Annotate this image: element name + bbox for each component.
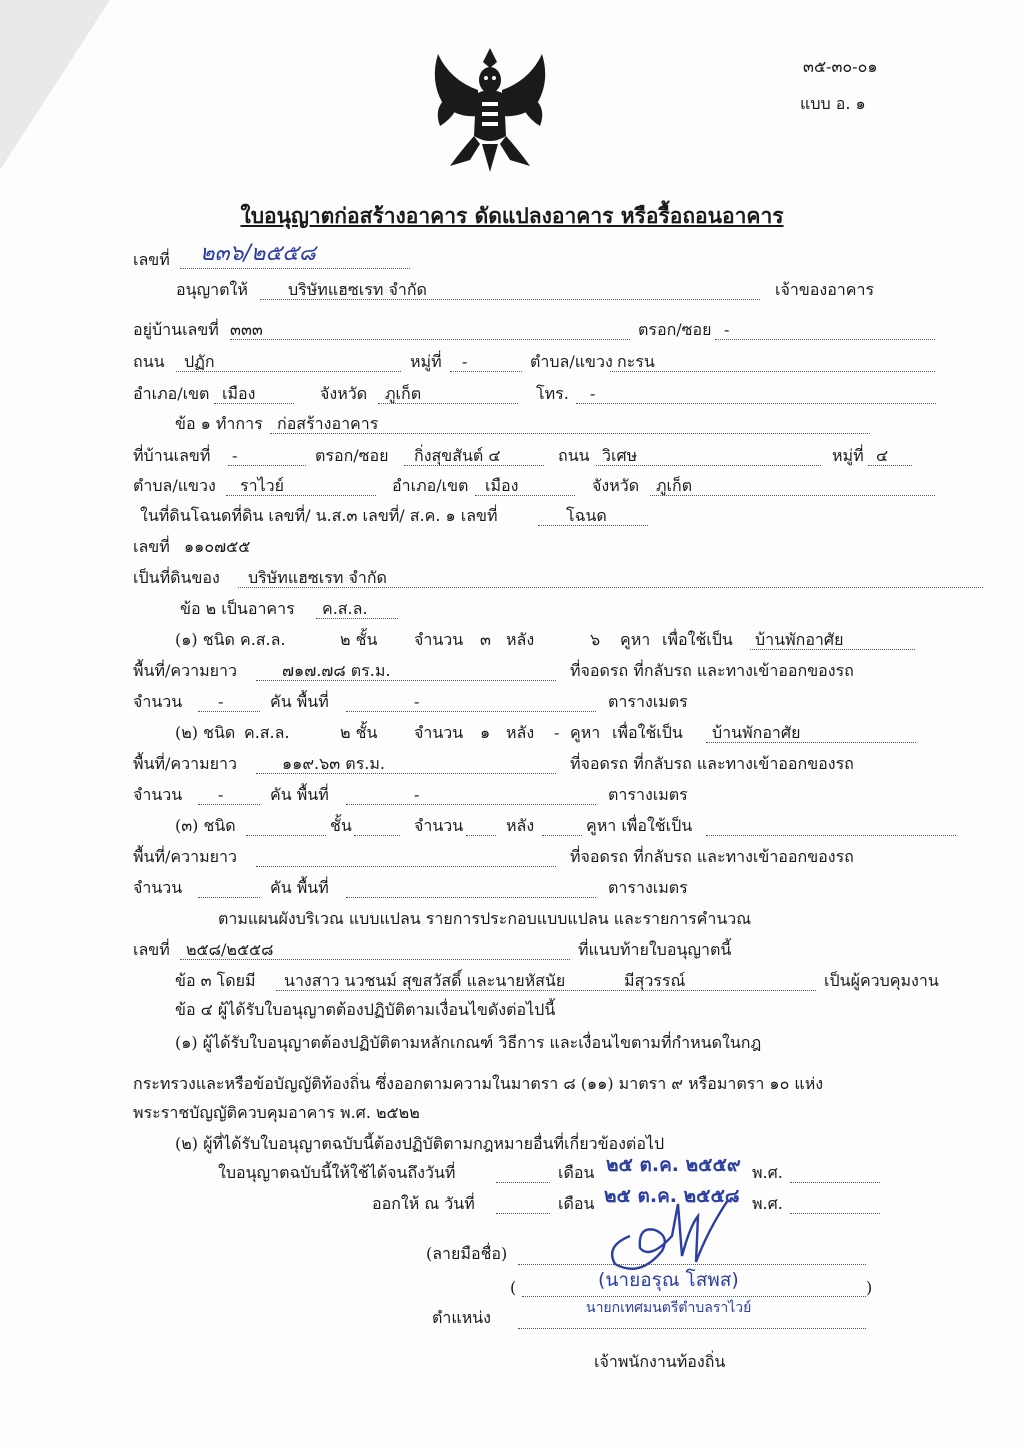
permit-no-line [180,268,410,269]
issued-date-stamp: ๒๕ ต.ค. ๒๕๕๘ [604,1185,740,1207]
item3-car-line [198,897,260,898]
house-value: ๓๓๓ [230,320,263,339]
item1-area-label: พื้นที่/ความยาว [133,661,237,680]
alley-label: ตรอก/ซอย [638,320,712,339]
close-paren: ) [866,1278,873,1297]
clause3-supervisor2: มีสุวรรณ์ [624,971,686,990]
amphoe-line [214,403,294,404]
clause3-line [276,990,816,991]
item1-use-line [750,649,915,650]
land-no-label: เลขที่ [133,537,170,556]
valid-year-label: พ.ศ. [752,1163,783,1182]
alley-line [715,339,935,340]
issued-label: ออกให้ ณ วันที่ [372,1194,475,1213]
item1-prefix: (๑) ชนิด [175,630,235,649]
plan-attached: ที่แนบท้ายใบอนุญาตนี้ [578,940,732,959]
item3-sqm-label: ตารางเมตร [608,878,688,897]
province-line [378,403,518,404]
clause4-c2: (๒) ผู้ที่ได้รับใบอนุญาตฉบับนี้ต้องปฏิบัติตามกฎหมายอื่นที่เกี่ยวข้องต่อไป [175,1134,665,1153]
item1-use: บ้านพักอาศัย [755,630,844,649]
clause2-type: ค.ส.ล. [322,599,368,618]
item2-count-label: จำนวน [414,723,464,742]
item2-car-label: จำนวน [133,785,183,804]
permit-no-value: ๒๓๖/๒๕๕๘ [200,241,316,266]
clause3-label: ข้อ ๓ โดยมี [175,971,256,990]
item1-kind: ค.ส.ล. [240,630,286,649]
item3-car-unit: คัน พื้นที่ [270,878,329,897]
item3-unit: หลัง [506,816,535,835]
plan-no-value: ๒๕๘/๒๕๕๘ [186,940,274,959]
land-type-line [538,525,648,526]
clause1-label: ข้อ ๑ ทำการ [175,414,263,433]
site-alley-line [404,465,544,466]
footer-title: เจ้าพนักงานท้องถิ่น [594,1352,726,1371]
item1-rooms-label: คูหา [620,630,651,649]
road-value: ปฏัก [184,352,215,371]
permit-no-label: เลขที่ [133,250,170,269]
valid-day-line [496,1182,550,1183]
site-tambon-value: ราไวย์ [240,476,284,495]
item2-count: ๑ [480,723,491,742]
item2-rooms: - [554,723,560,742]
land-type: โฉนด [566,506,607,525]
form-code: ๓๕-๓๐-๐๑ [803,57,878,76]
item2-car-unit: คัน พื้นที่ [270,785,329,804]
site-moo-line [868,465,912,466]
item2-unit: หลัง [506,723,535,742]
item1-car-unit: คัน พื้นที่ [270,692,329,711]
item3-kind-line [246,835,326,836]
item1-area-line [256,680,556,681]
item2-rooms-label: คูหา [570,723,601,742]
site-tambon-line [226,495,376,496]
alley-value: - [724,320,730,339]
document-title [0,203,1024,229]
tambon-value: กะรน [617,352,655,371]
issued-year-label: พ.ศ. [752,1194,783,1213]
site-province-line [650,495,935,496]
position-label: ตำแหน่ง [432,1308,491,1327]
item1-car: - [218,692,224,711]
clause4-c1-line3: พระราชบัญญัติควบคุมอาคาร พ.ศ. ๒๕๒๒ [133,1103,420,1122]
land-owner-value: บริษัทแฮซเรท จำกัด [248,568,387,587]
tel-line [576,403,936,404]
title-text: ใบอนุญาตก่อสร้างอาคาร ดัดแปลงอาคาร หรือรื้อถอนอาคาร [240,203,784,228]
site-moo-label: หมู่ที่ [832,446,864,465]
item3-use-line [706,835,956,836]
province-label: จังหวัด [320,384,368,403]
owner-label: เจ้าของอาคาร [775,280,875,299]
item2-car: - [218,785,224,804]
tel-value: - [590,384,596,403]
site-province-value: ภูเก็ต [656,476,693,495]
item1-car-label: จำนวน [133,692,183,711]
item2-area-label: พื้นที่/ความยาว [133,754,237,773]
clause3-role: เป็นผู้ควบคุมงาน [824,971,939,990]
site-amphoe-value: เมือง [485,476,519,495]
valid-date-stamp: ๒๕ ต.ค. ๒๕๕๙ [606,1154,741,1176]
amphoe-label: อำเภอ/เขต [133,384,210,403]
item2-use-line [706,742,916,743]
item3-rooms-line [542,835,582,836]
province-value: ภูเก็ต [385,384,422,403]
plan-text: ตามแผนผังบริเวณ แบบแปลน รายการประกอบแบบแปลน และรายการคำนวณ [218,909,752,928]
position-line [518,1328,866,1329]
site-house-label: ที่บ้านเลขที่ [133,446,211,465]
land-text: ในที่ดินโฉนดที่ดิน เลขที่/ น.ส.๓ เลขที่/ ส.ค. ๑ เลขที่ [140,506,498,525]
item2-kind: ค.ส.ล. [244,723,290,742]
item1-use-label: เพื่อใช้เป็น [662,630,733,649]
item1-car-line [198,711,260,712]
item2-prefix: (๒) ชนิด [175,723,236,742]
site-amphoe-label: อำเภอ/เขต [392,476,469,495]
item2-parking-label: ที่จอดรถ ที่กลับรถ และทางเข้าออกของรถ [570,754,854,773]
clause3-supervisor: นางสาว นวชนม์ สุขสวัสดิ์ และนายหัสนัย [284,971,566,990]
item2-car-line [198,804,260,805]
item1-unit: หลัง [506,630,535,649]
item1-parking-label: ที่จอดรถ ที่กลับรถ และทางเข้าออกของรถ [570,661,854,680]
site-road-line [596,465,821,466]
clause1-work: ก่อสร้างอาคาร [277,414,379,433]
site-moo-value: ๔ [876,446,889,465]
valid-label: ใบอนุญาตฉบับนี้ให้ใช้ได้จนถึงวันที่ [218,1163,456,1182]
item2-sqm-label: ตารางเมตร [608,785,688,804]
site-amphoe-line [475,495,575,496]
land-owner-line [238,587,983,588]
garuda-emblem [420,40,560,180]
item3-parking-label: ที่จอดรถ ที่กลับรถ และทางเข้าออกของรถ [570,847,854,866]
tel-label: โทร. [536,384,569,403]
signer-position: นายกเทศมนตรีตำบลราไวย์ [586,1300,752,1316]
grantee-value: บริษัทแฮซเรท จำกัด [288,280,427,299]
site-house-line [228,465,306,466]
item2-car-area-line [346,804,596,805]
item2-area-line [256,773,556,774]
sign-label: (ลายมือชื่อ) [426,1244,508,1263]
house-label: อยู่บ้านเลขที่ [133,320,219,339]
site-road-label: ถนน [558,446,590,465]
land-no-value: ๑๑๐๗๕๕ [184,537,251,556]
road-label: ถนน [133,352,165,371]
site-tambon-label: ตำบล/แขวง [133,476,216,495]
moo-value: - [462,352,468,371]
clause2-label: ข้อ ๒ เป็นอาคาร [180,599,295,618]
item3-floors-label: ชั้น [330,816,352,835]
land-owner-label: เป็นที่ดินของ [133,568,220,587]
item2-use: บ้านพักอาศัย [712,723,801,742]
site-road-value: วิเศษ [602,446,638,465]
road-line [176,371,401,372]
moo-label: หมู่ที่ [410,352,442,371]
clause4-label: ข้อ ๔ ผู้ได้รับใบอนุญาตต้องปฏิบัติตามเงื่อนไขดังต่อไปนี้ [175,1000,556,1019]
item2-use-label: เพื่อใช้เป็น [612,723,683,742]
site-province-label: จังหวัด [592,476,640,495]
moo-line [450,371,522,372]
open-paren: ( [510,1278,517,1297]
house-line [230,339,630,340]
tambon-label: ตำบล/แขวง [530,352,613,371]
clause1-work-line [270,433,870,434]
item1-sqm-label: ตารางเมตร [608,692,688,711]
item3-count-line [466,835,496,836]
item3-area-label: พื้นที่/ความยาว [133,847,237,866]
item3-floors-line [354,835,400,836]
item1-rooms: ๖ [590,630,601,649]
site-house-value: - [232,446,238,465]
site-alley-value: กิ่งสุขสันต์ ๔ [414,446,501,465]
clause4-c1-line2: กระทรวงและหรือข้อบัญญัติท้องถิ่น ซึ่งออกตามความในมาตรา ๘ (๑๑) มาตรา ๙ หรือมาตรา ๑๐ แห่ง [133,1074,824,1093]
tambon-line [610,371,935,372]
plan-no-line [180,959,570,960]
clause2-type-line [316,618,398,619]
form-type: แบบ อ. ๑ [800,94,866,113]
signer-name: (นายอรุณ โสพส) [598,1269,739,1291]
valid-year-line [790,1182,880,1183]
sign-line [518,1264,866,1265]
issued-year-line [790,1213,880,1214]
item1-area: ๗๑๗.๗๘ ตร.ม. [282,661,391,680]
item2-area: ๑๑๙.๖๓ ตร.ม. [282,754,385,773]
name-line [522,1296,866,1297]
item1-floors: ๒ ชั้น [340,630,378,649]
site-alley-label: ตรอก/ซอย [315,446,389,465]
valid-month-label: เดือน [558,1163,595,1182]
issued-month-label: เดือน [558,1194,595,1213]
plan-no-label: เลขที่ [133,940,170,959]
item1-count: ๓ [480,630,491,649]
grantee-line [260,299,760,300]
item2-floors: ๒ ชั้น [340,723,378,742]
item1-car-area-line [346,711,596,712]
issued-day-line [496,1213,550,1214]
item3-prefix: (๓) ชนิด [175,816,236,835]
item3-rooms-label: คูหา เพื่อใช้เป็น [586,816,693,835]
clause4-c1-line1: (๑) ผู้ได้รับใบอนุญาตต้องปฏิบัติตามหลักเกณฑ์ วิธีการ และเงื่อนไขตามที่กำหนดในกฎ [175,1033,762,1052]
item3-car-label: จำนวน [133,878,183,897]
grant-label: อนุญาตให้ [176,280,248,299]
item3-count-label: จำนวน [414,816,464,835]
folded-corner [0,0,110,170]
item3-car-area-line [346,897,596,898]
item1-count-label: จำนวน [414,630,464,649]
item2-car-area: - [414,785,420,804]
item3-area-line [256,866,556,867]
amphoe-value: เมือง [222,384,256,403]
item1-car-area: - [414,692,420,711]
